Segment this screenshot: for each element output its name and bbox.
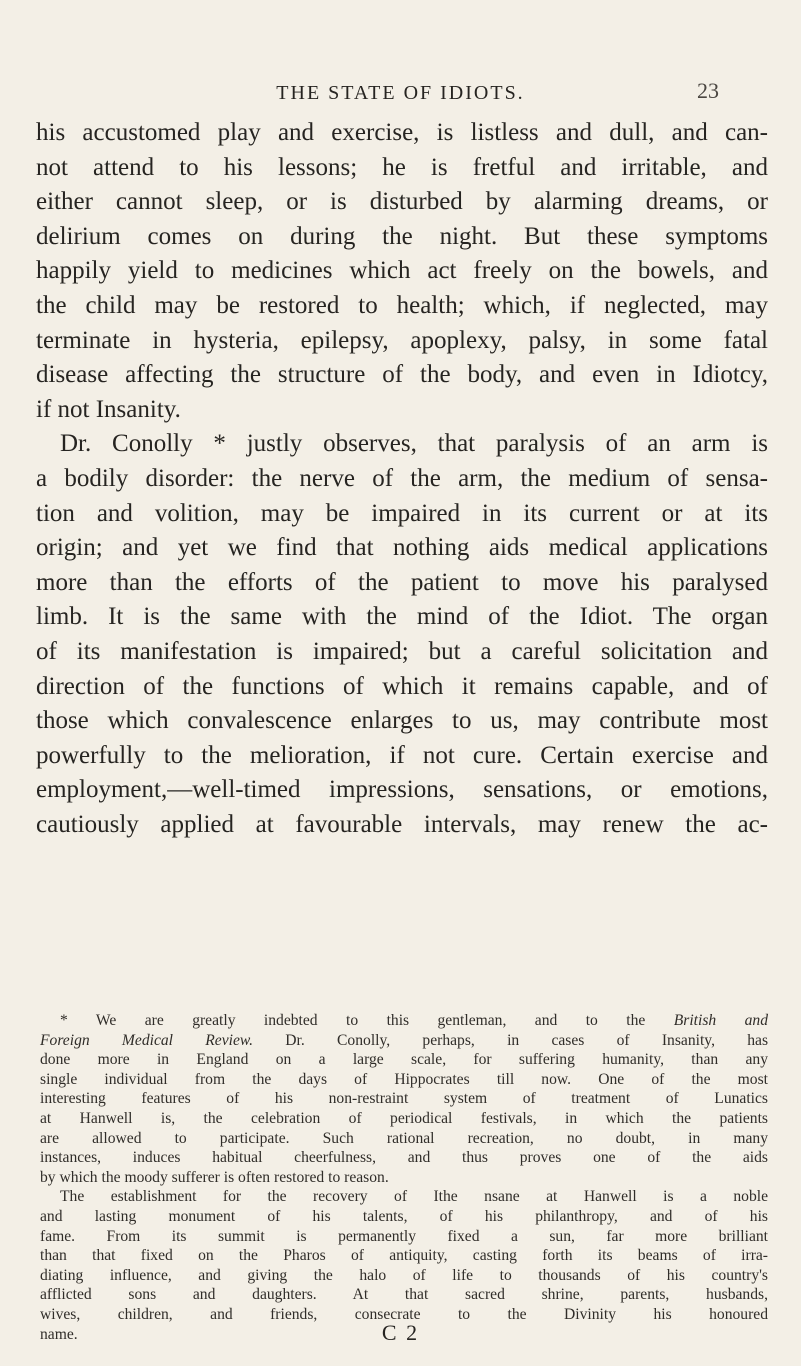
footnote-line: are allowed to participate. Such rational recreation, no doubt, in many (40, 1129, 768, 1147)
text-line: those which convalescence enlarges to us, may contribute most (36, 707, 768, 735)
text-line: limb. It is the same with the mind of the Idiot. The organ (36, 603, 768, 631)
footnote-line: done more in England on a large scale, for suffering humanity, than any (40, 1051, 768, 1069)
text-line: the child may be restored to health; which, if neglected, may (36, 291, 768, 319)
journal-title: British and (673, 1012, 768, 1029)
text-line: of its manifestation is impaired; but a careful solicitation and (36, 637, 768, 665)
footnote-line: fame. From its summit is permanently fixed a sun, far more brilliant (40, 1227, 768, 1245)
footnote (40, 1011, 768, 1344)
signature-mark: C 2 (381, 1320, 420, 1345)
footnote-line: afflicted sons and daughters. At that sacred shrine, parents, husbands, (40, 1286, 768, 1304)
text-line: direction of the functions of which it remains capable, and of (36, 672, 768, 700)
footnote-line (40, 1011, 768, 1031)
text-line: cautiously applied at favourable intervals, may renew the ac- (36, 810, 768, 838)
text-line: powerfully to the melioration, if not cure. Certain exercise and (36, 741, 768, 769)
footnote-line: wives, children, and friends, consecrate to the Divinity his honoured (40, 1305, 768, 1323)
footnote-line: and lasting monument of his talents, of his philanthropy, and of his (40, 1207, 768, 1225)
footnote-text: Dr. Conolly, perhaps, in cases of Insanity, has (253, 1031, 769, 1049)
text-line: origin; and yet we find that nothing aids medical applications (36, 534, 768, 562)
text-line: either cannot sleep, or is disturbed by alarming dreams, or (36, 188, 768, 216)
text-line: more than the efforts of the patient to move his paralysed (36, 568, 768, 596)
footnote-line: interesting features of his non-restraint system of treatment of Lunatics (40, 1090, 768, 1108)
page-header (0, 78, 801, 108)
footnote-line: single individual from the days of Hippocrates till now. One of the most (40, 1070, 768, 1088)
journal-title: Foreign Medical Review. (40, 1031, 254, 1049)
footnote-line: at Hanwell is, the celebration of periodical festivals, in which the patients (40, 1109, 768, 1127)
text-line: terminate in hysteria, epilepsy, apoplexy, palsy, in some fatal (36, 326, 768, 354)
text-line: disease affecting the structure of the body, and even in Idiotcy, (36, 361, 768, 389)
text-line: delirium comes on during the night. But these symptoms (36, 222, 768, 250)
text-line: tion and volition, may be impaired in its current or at its (36, 499, 768, 527)
text-line: Dr. Conolly * justly observes, that paralysis of an arm is (60, 430, 768, 458)
running-head: THE STATE OF IDIOTS. (276, 82, 525, 104)
footnote-line: diating influence, and giving the halo of life to thousands of his country's (40, 1266, 768, 1284)
footnote-line: instances, induces habitual cheerfulness, and thus proves one of the aids (40, 1149, 768, 1167)
text-line: not attend to his lessons; he is fretful and irritable, and (36, 153, 768, 181)
text-line: a bodily disorder: the nerve of the arm, the medium of sensa- (36, 464, 768, 492)
footnote-line: The establishment for the recovery of Ithe nsane at Hanwell is a noble (60, 1188, 768, 1206)
text-line: if not Insanity. (36, 395, 181, 423)
page-number: 23 (697, 78, 719, 103)
footnote-line: by which the moody sufferer is often restored to reason. (40, 1168, 389, 1186)
text-line: his accustomed play and exercise, is listless and dull, and can- (36, 119, 768, 146)
text-line: happily yield to medicines which act freely on the bowels, and (36, 257, 768, 285)
footnote-line: name. (40, 1325, 78, 1343)
main-text (36, 116, 768, 842)
footnote-text: * We are greatly indebted to this gentleman, and to the (60, 1012, 674, 1029)
footnote-line (40, 1031, 768, 1051)
footnote-line: than that fixed on the Pharos of antiquity, casting forth its beams of irra- (40, 1247, 768, 1265)
text-line: employment,—well-timed impressions, sensations, or emotions, (36, 776, 768, 804)
